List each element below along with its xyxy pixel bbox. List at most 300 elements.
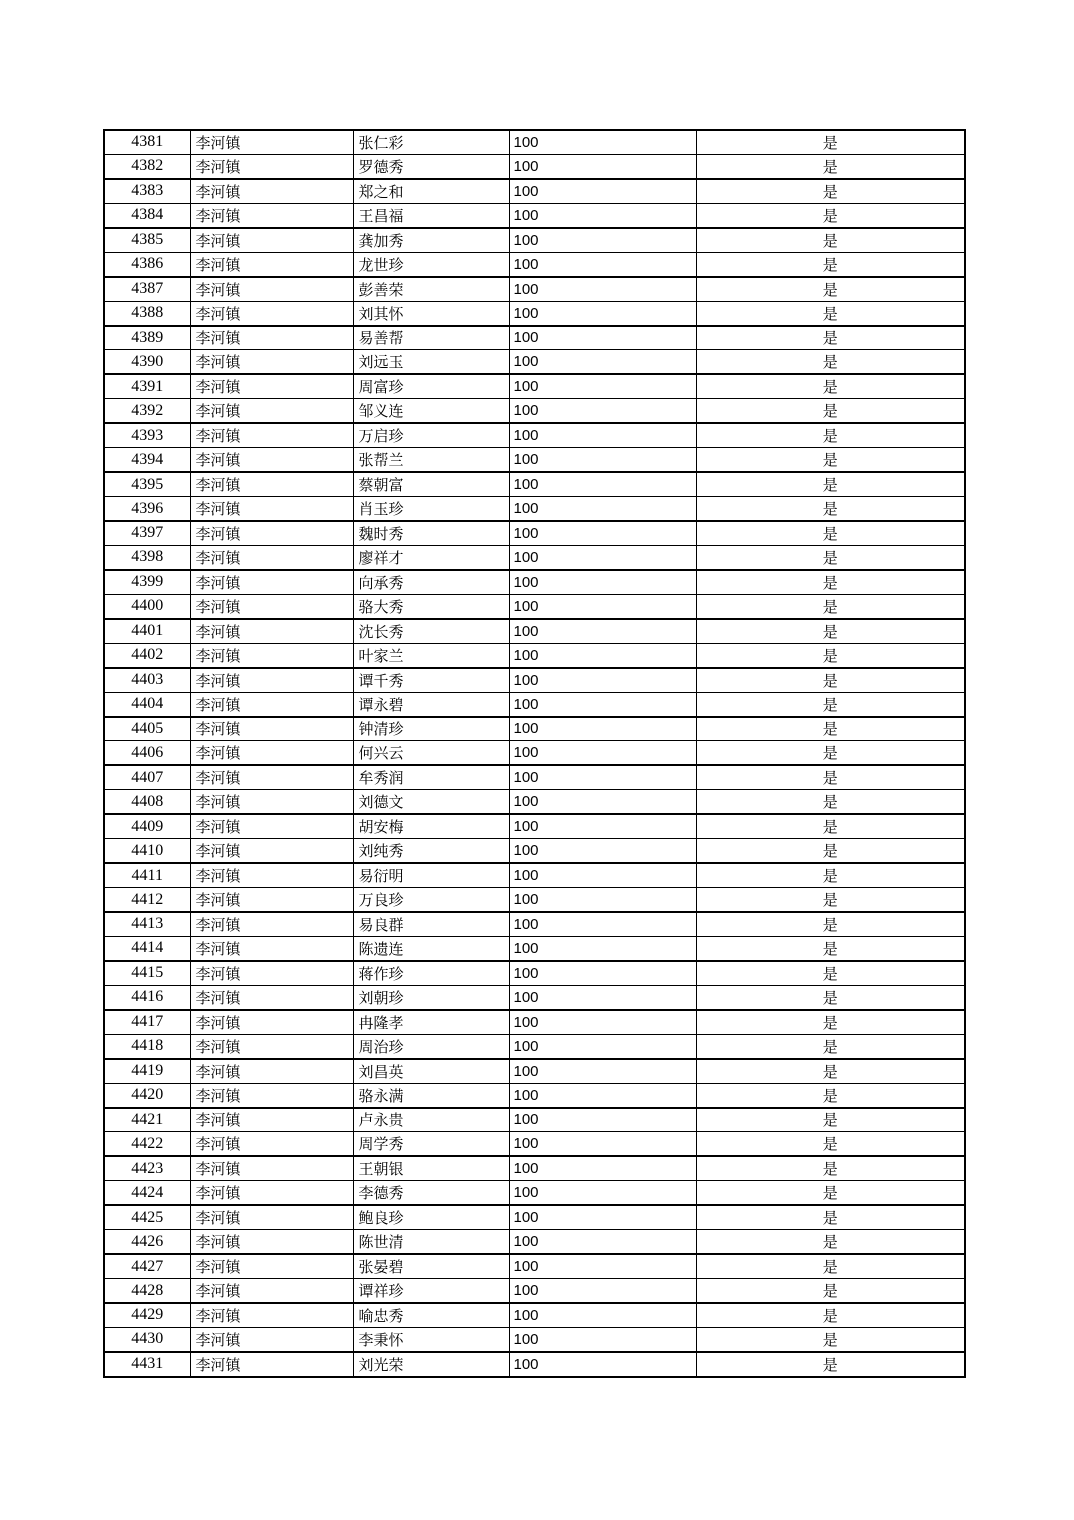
cell-serial-number: 4420 (104, 1083, 190, 1107)
cell-confirm-flag: 是 (696, 350, 965, 374)
cell-person-name: 邹义连 (353, 399, 509, 423)
cell-town-name: 李河镇 (190, 1254, 353, 1278)
cell-serial-number: 4391 (104, 374, 190, 398)
cell-person-name: 鲍良珍 (353, 1205, 509, 1229)
cell-score-value: 100 (509, 790, 696, 814)
cell-confirm-flag: 是 (696, 326, 965, 350)
cell-serial-number: 4412 (104, 888, 190, 912)
cell-person-name: 郑之和 (353, 179, 509, 203)
cell-town-name: 李河镇 (190, 350, 353, 374)
cell-confirm-flag: 是 (696, 472, 965, 496)
cell-score-value: 100 (509, 1181, 696, 1205)
cell-confirm-flag: 是 (696, 1010, 965, 1034)
cell-person-name: 刘其怀 (353, 301, 509, 325)
cell-town-name: 李河镇 (190, 179, 353, 203)
table-row (104, 1059, 965, 1083)
cell-serial-number: 4424 (104, 1181, 190, 1205)
cell-score-value: 100 (509, 1303, 696, 1327)
cell-person-name: 向承秀 (353, 570, 509, 594)
cell-town-name: 李河镇 (190, 1108, 353, 1132)
cell-score-value: 100 (509, 545, 696, 569)
cell-serial-number: 4404 (104, 692, 190, 716)
table-row (104, 668, 965, 692)
cell-confirm-flag: 是 (696, 790, 965, 814)
cell-serial-number: 4402 (104, 643, 190, 667)
cell-serial-number: 4407 (104, 765, 190, 789)
cell-confirm-flag: 是 (696, 1254, 965, 1278)
table-row (104, 692, 965, 716)
cell-person-name: 张仁彩 (353, 130, 509, 154)
cell-confirm-flag: 是 (696, 619, 965, 643)
cell-score-value: 100 (509, 741, 696, 765)
table-row (104, 1230, 965, 1254)
cell-town-name: 李河镇 (190, 301, 353, 325)
table-row (104, 545, 965, 569)
cell-person-name: 骆永满 (353, 1083, 509, 1107)
cell-score-value: 100 (509, 1156, 696, 1180)
cell-serial-number: 4409 (104, 814, 190, 838)
cell-town-name: 李河镇 (190, 1230, 353, 1254)
cell-person-name: 王朝银 (353, 1156, 509, 1180)
cell-town-name: 李河镇 (190, 374, 353, 398)
cell-score-value: 100 (509, 594, 696, 618)
cell-serial-number: 4419 (104, 1059, 190, 1083)
cell-confirm-flag: 是 (696, 1059, 965, 1083)
cell-confirm-flag: 是 (696, 545, 965, 569)
cell-serial-number: 4389 (104, 326, 190, 350)
table-row (104, 985, 965, 1009)
cell-score-value: 100 (509, 985, 696, 1009)
cell-score-value: 100 (509, 1254, 696, 1278)
cell-score-value: 100 (509, 1327, 696, 1351)
cell-serial-number: 4401 (104, 619, 190, 643)
cell-person-name: 陈遗连 (353, 936, 509, 960)
table-row (104, 741, 965, 765)
cell-serial-number: 4425 (104, 1205, 190, 1229)
cell-confirm-flag: 是 (696, 936, 965, 960)
cell-town-name: 李河镇 (190, 643, 353, 667)
cell-town-name: 李河镇 (190, 814, 353, 838)
cell-town-name: 李河镇 (190, 1181, 353, 1205)
table-row (104, 1352, 965, 1377)
cell-confirm-flag: 是 (696, 1352, 965, 1377)
table-row (104, 252, 965, 276)
cell-confirm-flag: 是 (696, 1034, 965, 1058)
cell-confirm-flag: 是 (696, 668, 965, 692)
cell-person-name: 刘德文 (353, 790, 509, 814)
cell-town-name: 李河镇 (190, 521, 353, 545)
cell-town-name: 李河镇 (190, 399, 353, 423)
cell-town-name: 李河镇 (190, 888, 353, 912)
cell-score-value: 100 (509, 301, 696, 325)
cell-serial-number: 4418 (104, 1034, 190, 1058)
cell-serial-number: 4392 (104, 399, 190, 423)
cell-town-name: 李河镇 (190, 545, 353, 569)
cell-confirm-flag: 是 (696, 1108, 965, 1132)
cell-confirm-flag: 是 (696, 594, 965, 618)
cell-serial-number: 4395 (104, 472, 190, 496)
cell-serial-number: 4394 (104, 448, 190, 472)
cell-serial-number: 4406 (104, 741, 190, 765)
cell-person-name: 廖祥才 (353, 545, 509, 569)
cell-person-name: 周富珍 (353, 374, 509, 398)
cell-person-name: 李秉怀 (353, 1327, 509, 1351)
cell-score-value: 100 (509, 448, 696, 472)
table-row (104, 228, 965, 252)
cell-confirm-flag: 是 (696, 570, 965, 594)
cell-town-name: 李河镇 (190, 1034, 353, 1058)
table-row (104, 154, 965, 178)
cell-town-name: 李河镇 (190, 692, 353, 716)
table-row (104, 961, 965, 985)
cell-serial-number: 4385 (104, 228, 190, 252)
cell-serial-number: 4399 (104, 570, 190, 594)
table-row (104, 888, 965, 912)
cell-town-name: 李河镇 (190, 985, 353, 1009)
cell-confirm-flag: 是 (696, 765, 965, 789)
cell-serial-number: 4415 (104, 961, 190, 985)
cell-confirm-flag: 是 (696, 448, 965, 472)
cell-serial-number: 4411 (104, 863, 190, 887)
cell-person-name: 沈长秀 (353, 619, 509, 643)
cell-confirm-flag: 是 (696, 130, 965, 154)
cell-town-name: 李河镇 (190, 1059, 353, 1083)
table-row (104, 912, 965, 936)
cell-person-name: 魏时秀 (353, 521, 509, 545)
cell-score-value: 100 (509, 203, 696, 227)
cell-person-name: 谭千秀 (353, 668, 509, 692)
cell-person-name: 蒋作珍 (353, 961, 509, 985)
cell-serial-number: 4430 (104, 1327, 190, 1351)
table-row (104, 1279, 965, 1303)
cell-person-name: 牟秀润 (353, 765, 509, 789)
cell-score-value: 100 (509, 1205, 696, 1229)
cell-score-value: 100 (509, 961, 696, 985)
cell-serial-number: 4403 (104, 668, 190, 692)
cell-serial-number: 4427 (104, 1254, 190, 1278)
cell-score-value: 100 (509, 472, 696, 496)
cell-serial-number: 4422 (104, 1132, 190, 1156)
cell-confirm-flag: 是 (696, 521, 965, 545)
cell-score-value: 100 (509, 1010, 696, 1034)
table-row (104, 1010, 965, 1034)
cell-serial-number: 4387 (104, 277, 190, 301)
cell-town-name: 李河镇 (190, 252, 353, 276)
cell-score-value: 100 (509, 521, 696, 545)
cell-confirm-flag: 是 (696, 228, 965, 252)
table-row (104, 179, 965, 203)
cell-person-name: 冉隆孝 (353, 1010, 509, 1034)
table-row (104, 1083, 965, 1107)
cell-score-value: 100 (509, 912, 696, 936)
cell-person-name: 易善帮 (353, 326, 509, 350)
table-row (104, 130, 965, 154)
cell-score-value: 100 (509, 765, 696, 789)
cell-person-name: 龚加秀 (353, 228, 509, 252)
cell-person-name: 张帮兰 (353, 448, 509, 472)
cell-confirm-flag: 是 (696, 399, 965, 423)
table-row (104, 448, 965, 472)
cell-serial-number: 4413 (104, 912, 190, 936)
table-row (104, 717, 965, 741)
table-row (104, 399, 965, 423)
cell-person-name: 张晏碧 (353, 1254, 509, 1278)
table-row (104, 497, 965, 521)
cell-town-name: 李河镇 (190, 717, 353, 741)
table-row (104, 1132, 965, 1156)
table-row (104, 1254, 965, 1278)
cell-person-name: 卢永贵 (353, 1108, 509, 1132)
cell-person-name: 谭永碧 (353, 692, 509, 716)
cell-serial-number: 4426 (104, 1230, 190, 1254)
cell-score-value: 100 (509, 936, 696, 960)
cell-town-name: 李河镇 (190, 277, 353, 301)
cell-score-value: 100 (509, 399, 696, 423)
cell-town-name: 李河镇 (190, 1327, 353, 1351)
table-row (104, 1303, 965, 1327)
cell-serial-number: 4390 (104, 350, 190, 374)
cell-confirm-flag: 是 (696, 1083, 965, 1107)
table-row (104, 1156, 965, 1180)
cell-serial-number: 4383 (104, 179, 190, 203)
cell-confirm-flag: 是 (696, 1279, 965, 1303)
cell-serial-number: 4410 (104, 839, 190, 863)
cell-confirm-flag: 是 (696, 1156, 965, 1180)
cell-score-value: 100 (509, 277, 696, 301)
table-row (104, 643, 965, 667)
cell-person-name: 易衍明 (353, 863, 509, 887)
table-row (104, 619, 965, 643)
cell-confirm-flag: 是 (696, 692, 965, 716)
table-row (104, 472, 965, 496)
cell-confirm-flag: 是 (696, 252, 965, 276)
cell-confirm-flag: 是 (696, 717, 965, 741)
table-row (104, 521, 965, 545)
cell-town-name: 李河镇 (190, 423, 353, 447)
table-row (104, 570, 965, 594)
cell-serial-number: 4414 (104, 936, 190, 960)
cell-person-name: 肖玉珍 (353, 497, 509, 521)
cell-score-value: 100 (509, 814, 696, 838)
cell-serial-number: 4423 (104, 1156, 190, 1180)
cell-score-value: 100 (509, 130, 696, 154)
cell-score-value: 100 (509, 643, 696, 667)
cell-town-name: 李河镇 (190, 1303, 353, 1327)
cell-confirm-flag: 是 (696, 643, 965, 667)
cell-person-name: 骆大秀 (353, 594, 509, 618)
cell-person-name: 刘昌英 (353, 1059, 509, 1083)
table-row (104, 350, 965, 374)
cell-serial-number: 4396 (104, 497, 190, 521)
cell-town-name: 李河镇 (190, 570, 353, 594)
cell-town-name: 李河镇 (190, 472, 353, 496)
cell-person-name: 龙世珍 (353, 252, 509, 276)
cell-serial-number: 4431 (104, 1352, 190, 1377)
cell-person-name: 胡安梅 (353, 814, 509, 838)
cell-serial-number: 4400 (104, 594, 190, 618)
cell-town-name: 李河镇 (190, 326, 353, 350)
table-row (104, 839, 965, 863)
cell-score-value: 100 (509, 1352, 696, 1377)
cell-serial-number: 4384 (104, 203, 190, 227)
cell-score-value: 100 (509, 839, 696, 863)
cell-town-name: 李河镇 (190, 1352, 353, 1377)
cell-confirm-flag: 是 (696, 814, 965, 838)
cell-confirm-flag: 是 (696, 888, 965, 912)
cell-town-name: 李河镇 (190, 1010, 353, 1034)
cell-confirm-flag: 是 (696, 1327, 965, 1351)
cell-person-name: 刘远玉 (353, 350, 509, 374)
cell-confirm-flag: 是 (696, 1132, 965, 1156)
cell-town-name: 李河镇 (190, 961, 353, 985)
records-table (103, 129, 966, 1378)
cell-score-value: 100 (509, 497, 696, 521)
cell-town-name: 李河镇 (190, 839, 353, 863)
table-body (104, 130, 965, 1377)
cell-serial-number: 4429 (104, 1303, 190, 1327)
cell-person-name: 周学秀 (353, 1132, 509, 1156)
cell-confirm-flag: 是 (696, 985, 965, 1009)
cell-serial-number: 4417 (104, 1010, 190, 1034)
cell-score-value: 100 (509, 252, 696, 276)
cell-serial-number: 4398 (104, 545, 190, 569)
cell-serial-number: 4408 (104, 790, 190, 814)
table-row (104, 1108, 965, 1132)
cell-score-value: 100 (509, 1108, 696, 1132)
cell-person-name: 易良群 (353, 912, 509, 936)
cell-town-name: 李河镇 (190, 790, 353, 814)
table-row (104, 1327, 965, 1351)
cell-town-name: 李河镇 (190, 1156, 353, 1180)
cell-person-name: 叶家兰 (353, 643, 509, 667)
cell-score-value: 100 (509, 1279, 696, 1303)
cell-confirm-flag: 是 (696, 497, 965, 521)
table-row (104, 374, 965, 398)
cell-town-name: 李河镇 (190, 130, 353, 154)
cell-confirm-flag: 是 (696, 203, 965, 227)
cell-town-name: 李河镇 (190, 1132, 353, 1156)
cell-town-name: 李河镇 (190, 863, 353, 887)
cell-serial-number: 4381 (104, 130, 190, 154)
table-row (104, 423, 965, 447)
cell-score-value: 100 (509, 374, 696, 398)
cell-score-value: 100 (509, 1059, 696, 1083)
table-row (104, 1034, 965, 1058)
cell-town-name: 李河镇 (190, 228, 353, 252)
cell-serial-number: 4421 (104, 1108, 190, 1132)
cell-confirm-flag: 是 (696, 1205, 965, 1229)
cell-person-name: 蔡朝富 (353, 472, 509, 496)
cell-person-name: 万启珍 (353, 423, 509, 447)
cell-town-name: 李河镇 (190, 765, 353, 789)
cell-confirm-flag: 是 (696, 423, 965, 447)
cell-serial-number: 4416 (104, 985, 190, 1009)
cell-confirm-flag: 是 (696, 154, 965, 178)
cell-score-value: 100 (509, 692, 696, 716)
table-row (104, 936, 965, 960)
cell-score-value: 100 (509, 326, 696, 350)
cell-serial-number: 4428 (104, 1279, 190, 1303)
cell-serial-number: 4397 (104, 521, 190, 545)
cell-confirm-flag: 是 (696, 1230, 965, 1254)
cell-score-value: 100 (509, 423, 696, 447)
cell-score-value: 100 (509, 717, 696, 741)
cell-score-value: 100 (509, 888, 696, 912)
cell-score-value: 100 (509, 1034, 696, 1058)
cell-town-name: 李河镇 (190, 936, 353, 960)
cell-score-value: 100 (509, 863, 696, 887)
cell-confirm-flag: 是 (696, 374, 965, 398)
cell-serial-number: 4393 (104, 423, 190, 447)
cell-town-name: 李河镇 (190, 448, 353, 472)
cell-confirm-flag: 是 (696, 961, 965, 985)
table-row (104, 1181, 965, 1205)
table-row (104, 765, 965, 789)
cell-score-value: 100 (509, 179, 696, 203)
cell-person-name: 何兴云 (353, 741, 509, 765)
cell-person-name: 王昌福 (353, 203, 509, 227)
cell-person-name: 喻忠秀 (353, 1303, 509, 1327)
cell-person-name: 万良珍 (353, 888, 509, 912)
cell-serial-number: 4388 (104, 301, 190, 325)
cell-confirm-flag: 是 (696, 1303, 965, 1327)
cell-person-name: 周治珍 (353, 1034, 509, 1058)
cell-person-name: 刘光荣 (353, 1352, 509, 1377)
table-row (104, 790, 965, 814)
cell-confirm-flag: 是 (696, 277, 965, 301)
cell-person-name: 刘朝珍 (353, 985, 509, 1009)
cell-town-name: 李河镇 (190, 154, 353, 178)
cell-town-name: 李河镇 (190, 594, 353, 618)
cell-score-value: 100 (509, 1230, 696, 1254)
table-row (104, 1205, 965, 1229)
cell-town-name: 李河镇 (190, 912, 353, 936)
cell-person-name: 钟清珍 (353, 717, 509, 741)
cell-person-name: 罗德秀 (353, 154, 509, 178)
cell-town-name: 李河镇 (190, 1279, 353, 1303)
cell-person-name: 李德秀 (353, 1181, 509, 1205)
cell-score-value: 100 (509, 228, 696, 252)
cell-town-name: 李河镇 (190, 668, 353, 692)
table-row (104, 863, 965, 887)
cell-score-value: 100 (509, 570, 696, 594)
cell-confirm-flag: 是 (696, 1181, 965, 1205)
cell-person-name: 谭祥珍 (353, 1279, 509, 1303)
cell-serial-number: 4386 (104, 252, 190, 276)
cell-serial-number: 4382 (104, 154, 190, 178)
cell-person-name: 彭善荣 (353, 277, 509, 301)
cell-score-value: 100 (509, 668, 696, 692)
cell-score-value: 100 (509, 619, 696, 643)
cell-person-name: 刘纯秀 (353, 839, 509, 863)
table-row (104, 594, 965, 618)
cell-town-name: 李河镇 (190, 619, 353, 643)
cell-score-value: 100 (509, 154, 696, 178)
table-row (104, 326, 965, 350)
cell-town-name: 李河镇 (190, 497, 353, 521)
cell-person-name: 陈世清 (353, 1230, 509, 1254)
cell-town-name: 李河镇 (190, 203, 353, 227)
cell-confirm-flag: 是 (696, 301, 965, 325)
cell-score-value: 100 (509, 1083, 696, 1107)
cell-town-name: 李河镇 (190, 1083, 353, 1107)
cell-score-value: 100 (509, 1132, 696, 1156)
table-row (104, 814, 965, 838)
cell-serial-number: 4405 (104, 717, 190, 741)
cell-confirm-flag: 是 (696, 839, 965, 863)
cell-score-value: 100 (509, 350, 696, 374)
cell-town-name: 李河镇 (190, 1205, 353, 1229)
